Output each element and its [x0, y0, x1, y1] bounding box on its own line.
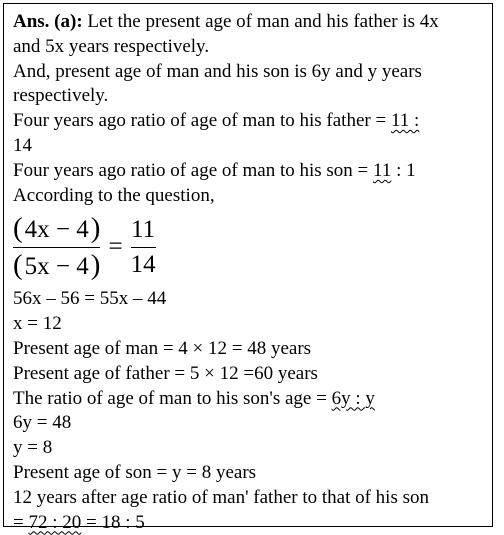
- line-son-1: And, present age of man and his son is 6y and y years: [13, 60, 422, 82]
- step-10-result: = 18 : 5: [81, 511, 145, 533]
- step-10: [13, 511, 493, 535]
- step-6: 6y = 48: [13, 412, 72, 434]
- step-10-eq: =: [13, 511, 29, 533]
- step-7: y = 8: [13, 437, 53, 459]
- line-ratio-father: [13, 109, 493, 134]
- step-8: Present age of son = y = 8 years: [13, 461, 257, 483]
- lhs-denominator: (5x − 4): [13, 248, 101, 281]
- step-9: 12 years after age ratio of man' father to that of his son: [13, 486, 429, 508]
- line-intro-2: and 5x years respectively.: [13, 35, 210, 57]
- answer-label: Ans. (a):: [13, 11, 83, 32]
- step-1: 56x – 56 = 55x – 44: [13, 288, 167, 310]
- line-ratio-son: [13, 159, 493, 184]
- answer-box: [3, 3, 493, 533]
- step-4: Present age of father = 5 × 12 =60 years: [13, 362, 318, 384]
- step-5-text: The ratio of age of man to his son's age =: [13, 387, 332, 409]
- intro-text: Let the present age of man and his father is 4x: [82, 11, 439, 32]
- ratio-son-text: Four years ago ratio of age of man to his son =: [13, 159, 374, 181]
- step-3: Present age of man = 4 × 12 = 48 years: [13, 337, 312, 359]
- step-5: [13, 387, 493, 412]
- line-son-2: respectively.: [13, 85, 109, 107]
- ratio-father-value: 11 :: [390, 110, 420, 132]
- answer-text: [13, 10, 493, 535]
- rhs-numerator: 11: [131, 215, 156, 243]
- lhs-numerator: (4x − 4): [13, 211, 101, 244]
- step-2: x = 12: [13, 313, 62, 335]
- equation-rhs: [131, 213, 156, 282]
- step-5-ratio: 6y : y: [331, 387, 375, 409]
- ratio-son-rest: : 1: [391, 159, 416, 181]
- equals-sign: =: [108, 232, 123, 260]
- equation-lhs: [13, 211, 100, 284]
- rhs-denominator: 14: [130, 250, 156, 278]
- line-ratio-father-2: 14: [13, 134, 32, 156]
- ratio-son-value: 11: [373, 159, 392, 181]
- ratio-father-text: Four years ago ratio of age of man to his father =: [13, 110, 391, 132]
- line-intro: [13, 10, 493, 35]
- equation: [13, 209, 493, 285]
- step-10-ratio: 72 : 20: [28, 511, 82, 533]
- line-according: According to the question,: [13, 184, 215, 206]
